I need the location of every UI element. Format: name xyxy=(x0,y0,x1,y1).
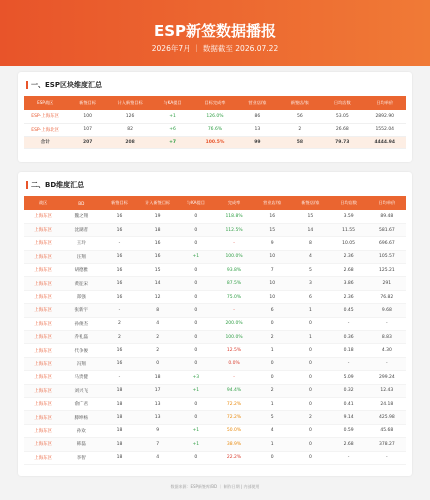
table-cell: 0 xyxy=(177,451,215,464)
table-cell: 207 xyxy=(66,136,108,148)
table-cell: 0.32 xyxy=(330,384,368,397)
table-cell: 李智 xyxy=(62,451,100,464)
table-cell: 1 xyxy=(253,438,291,451)
column-header: 日均单价 xyxy=(364,96,407,110)
column-header: 战区 xyxy=(24,196,62,210)
table-cell: 4 xyxy=(253,424,291,437)
column-header: 新签目标 xyxy=(100,196,138,210)
table-cell: 15 xyxy=(253,223,291,236)
table-cell: +1 xyxy=(177,250,215,263)
table-cell: 18 xyxy=(139,223,177,236)
column-header: 新签店/家 xyxy=(291,196,329,210)
table-cell: - xyxy=(215,304,253,317)
table-cell: 0 xyxy=(291,384,329,397)
table-cell: 0 xyxy=(253,357,291,370)
table-cell: 8.83 xyxy=(368,331,406,344)
table-cell: 2 xyxy=(100,331,138,344)
table-cell: 俞广君 xyxy=(62,397,100,410)
table-cell: 刘兴飞 xyxy=(62,384,100,397)
table-cell: 0 xyxy=(291,371,329,384)
table-cell: 15 xyxy=(139,264,177,277)
table-cell: 126.0% xyxy=(194,110,236,123)
table-cell: 乔礼磊 xyxy=(62,331,100,344)
table-cell: 75.0% xyxy=(215,290,253,303)
table-cell: 1 xyxy=(291,331,329,344)
table-cell: 16 xyxy=(139,250,177,263)
table-cell: 6 xyxy=(253,304,291,317)
table-row xyxy=(24,438,406,451)
table-cell: 2 xyxy=(279,123,321,136)
table-cell: 冯翔 xyxy=(62,357,100,370)
table-cell: - xyxy=(368,317,406,330)
table-cell: 16 xyxy=(139,237,177,250)
table-cell: 105.57 xyxy=(368,250,406,263)
column-header: ESP战区 xyxy=(24,96,66,110)
table-cell: +7 xyxy=(151,136,193,148)
table-cell: 5 xyxy=(253,411,291,424)
report-subtitle: 2026年7月 ｜ 数据截至 2026.07.22 xyxy=(151,44,279,53)
table-cell: 1552.04 xyxy=(364,123,407,136)
bd-summary-table xyxy=(24,196,406,465)
table-cell: 72.2% xyxy=(215,397,253,410)
table-cell: 2 xyxy=(253,331,291,344)
table-cell: 9 xyxy=(253,237,291,250)
column-header: 日均店数 xyxy=(321,96,363,110)
table-cell: 89.48 xyxy=(368,210,406,223)
table-cell: - xyxy=(330,317,368,330)
table-cell: 299.24 xyxy=(368,371,406,384)
table-header-row xyxy=(24,196,406,210)
table-cell: +1 xyxy=(177,424,215,437)
table-cell: 10 xyxy=(253,250,291,263)
table-cell: 0.59 xyxy=(330,424,368,437)
table-cell: 上海东区 xyxy=(24,438,62,451)
table-row xyxy=(24,411,406,424)
table-cell: 87.5% xyxy=(215,277,253,290)
table-cell: 19 xyxy=(139,210,177,223)
table-row xyxy=(24,210,406,223)
table-row xyxy=(24,237,406,250)
table-cell: +3 xyxy=(177,371,215,384)
table-cell: 126 xyxy=(109,110,151,123)
table-row xyxy=(24,371,406,384)
table-cell: 53.05 xyxy=(321,110,363,123)
table-cell: 上海东区 xyxy=(24,451,62,464)
table-cell: 16 xyxy=(100,223,138,236)
column-header: BD xyxy=(62,196,100,210)
table-cell: 22.2% xyxy=(215,451,253,464)
table-cell: - xyxy=(215,237,253,250)
table-cell: 4444.94 xyxy=(364,136,407,148)
table-cell: 0 xyxy=(177,397,215,410)
table-cell: 0 xyxy=(253,317,291,330)
table-cell: 56 xyxy=(279,110,321,123)
table-cell: - xyxy=(100,371,138,384)
table-cell: +1 xyxy=(151,110,193,123)
table-cell: 5 xyxy=(291,264,329,277)
table-cell: 291 xyxy=(368,277,406,290)
table-cell: 2.36 xyxy=(330,250,368,263)
table-cell: 2.68 xyxy=(330,264,368,277)
table-cell: 上海东区 xyxy=(24,424,62,437)
table-cell: 3 xyxy=(291,277,329,290)
table-cell: 0.18 xyxy=(330,344,368,357)
column-header: 完成率 xyxy=(215,196,253,210)
table-cell: 18 xyxy=(100,438,138,451)
table-cell: 2 xyxy=(100,317,138,330)
table-cell: 79.73 xyxy=(321,136,363,148)
table-cell: 10 xyxy=(253,290,291,303)
table-cell: 0 xyxy=(177,290,215,303)
table-cell: 8 xyxy=(291,237,329,250)
esp-summary-card xyxy=(18,72,412,162)
table-cell: 6 xyxy=(291,290,329,303)
bd-summary-card xyxy=(18,172,412,476)
table-row xyxy=(24,110,406,123)
table-cell: 100.0% xyxy=(215,331,253,344)
table-cell: 14 xyxy=(139,277,177,290)
table-row xyxy=(24,424,406,437)
table-cell: 11.55 xyxy=(330,223,368,236)
table-cell: 4 xyxy=(291,250,329,263)
table-cell: 38.9% xyxy=(215,438,253,451)
table-cell: 0 xyxy=(177,223,215,236)
table-cell: 0 xyxy=(291,344,329,357)
table-cell: 上海东区 xyxy=(24,290,62,303)
table-cell: 100.0% xyxy=(215,250,253,263)
table-cell: 张新宇 xyxy=(62,304,100,317)
table-cell: 上海东区 xyxy=(24,304,62,317)
table-cell: 0 xyxy=(291,424,329,437)
table-cell: 1 xyxy=(253,397,291,410)
table-cell: 0 xyxy=(177,357,215,370)
table-cell: 0.45 xyxy=(330,304,368,317)
table-cell: 2.68 xyxy=(330,438,368,451)
table-cell: 18 xyxy=(100,384,138,397)
table-cell: 0 xyxy=(177,210,215,223)
table-cell: 5.09 xyxy=(330,371,368,384)
table-cell: 上海东区 xyxy=(24,210,62,223)
table-cell: 马贵健 xyxy=(62,371,100,384)
column-header: 日均单价 xyxy=(368,196,406,210)
table-cell: 581.67 xyxy=(368,223,406,236)
table-cell: 15 xyxy=(291,210,329,223)
table-cell: 上海东区 xyxy=(24,277,62,290)
table-cell: 696.67 xyxy=(368,237,406,250)
table-row xyxy=(24,397,406,410)
table-row xyxy=(24,304,406,317)
table-cell: - xyxy=(215,371,253,384)
column-header: 新签店/家 xyxy=(279,96,321,110)
table-cell: - xyxy=(330,357,368,370)
table-cell: 0 xyxy=(253,371,291,384)
column-header: 营业店/家 xyxy=(253,196,291,210)
table-cell: 2 xyxy=(291,411,329,424)
table-cell: 425.98 xyxy=(368,411,406,424)
table-row xyxy=(24,123,406,136)
table-cell: 9 xyxy=(139,424,177,437)
table-cell: 12 xyxy=(139,290,177,303)
table-cell: 2.36 xyxy=(330,290,368,303)
table-cell: 0 xyxy=(291,438,329,451)
table-cell: 4 xyxy=(139,451,177,464)
table-cell: - xyxy=(100,237,138,250)
table-cell: 378.27 xyxy=(368,438,406,451)
bd-summary-title: 二、BD维度汇总 xyxy=(26,181,84,189)
table-cell: 上海东区 xyxy=(24,331,62,344)
table-cell: 0 xyxy=(291,317,329,330)
table-cell: 17 xyxy=(139,384,177,397)
table-cell: 18 xyxy=(100,424,138,437)
table-cell: 上海东区 xyxy=(24,357,62,370)
table-cell: 125.21 xyxy=(368,264,406,277)
table-row xyxy=(24,250,406,263)
table-cell: ESP-上海北区 xyxy=(24,123,66,136)
table-cell: 0 xyxy=(177,277,215,290)
table-row xyxy=(24,317,406,330)
table-cell: 100 xyxy=(66,110,108,123)
table-cell: 孙欢 xyxy=(62,424,100,437)
column-header: 目标完成率 xyxy=(194,96,236,110)
table-cell: 107 xyxy=(66,123,108,136)
column-header: 日均店数 xyxy=(330,196,368,210)
table-cell: 0 xyxy=(177,331,215,344)
table-cell: 76.6% xyxy=(194,123,236,136)
table-cell: 滕坤杨 xyxy=(62,411,100,424)
table-cell: 2892.90 xyxy=(364,110,407,123)
table-cell: 200.0% xyxy=(215,317,253,330)
table-header-row xyxy=(24,96,406,110)
table-cell: +1 xyxy=(177,438,215,451)
table-row xyxy=(24,451,406,464)
table-cell: 2 xyxy=(139,331,177,344)
table-cell: 0 xyxy=(177,304,215,317)
table-cell: 10 xyxy=(253,277,291,290)
total-row xyxy=(24,136,406,148)
table-row xyxy=(24,277,406,290)
table-cell: 18 xyxy=(139,371,177,384)
table-cell: +1 xyxy=(177,384,215,397)
table-row xyxy=(24,223,406,236)
table-cell: 208 xyxy=(109,136,151,148)
table-cell: 13 xyxy=(236,123,278,136)
table-cell: 魏之翔 xyxy=(62,210,100,223)
table-cell: 0 xyxy=(177,264,215,277)
table-cell: 13 xyxy=(139,411,177,424)
table-cell: 16 xyxy=(100,290,138,303)
table-cell: 上海东区 xyxy=(24,317,62,330)
table-cell: 99 xyxy=(236,136,278,148)
table-cell: 16 xyxy=(253,210,291,223)
table-cell: 胡德雅 xyxy=(62,264,100,277)
table-cell: 14 xyxy=(291,223,329,236)
table-cell: +6 xyxy=(151,123,193,136)
table-cell: 黄征宋 xyxy=(62,277,100,290)
table-cell: 12.5% xyxy=(215,344,253,357)
table-cell: 代争俊 xyxy=(62,344,100,357)
esp-summary-table xyxy=(24,96,406,149)
table-cell: 0.36 xyxy=(330,331,368,344)
table-cell: 16 xyxy=(100,357,138,370)
column-header: 新签目标 xyxy=(66,96,108,110)
column-header: 营业店/家 xyxy=(236,96,278,110)
table-cell: 16 xyxy=(100,250,138,263)
table-cell: 18 xyxy=(100,451,138,464)
table-cell: 1 xyxy=(291,304,329,317)
table-cell: 上海东区 xyxy=(24,397,62,410)
table-cell: 76.82 xyxy=(368,290,406,303)
table-cell: 合计 xyxy=(24,136,66,148)
table-cell: 3.86 xyxy=(330,277,368,290)
table-cell: 汪翔 xyxy=(62,250,100,263)
table-cell: 118.8% xyxy=(215,210,253,223)
table-cell: 26.68 xyxy=(321,123,363,136)
column-header: 计入新签目标 xyxy=(139,196,177,210)
table-cell: 上海东区 xyxy=(24,371,62,384)
table-cell: 18 xyxy=(100,411,138,424)
table-cell: 2 xyxy=(253,384,291,397)
table-cell: 58 xyxy=(279,136,321,148)
table-cell: 50.0% xyxy=(215,424,253,437)
table-cell: 8 xyxy=(139,304,177,317)
report-footer: 数据来源：ESP新签库/BD ｜ 制作日期 | 内部使用 xyxy=(170,484,260,489)
table-cell: 郑强 xyxy=(62,290,100,303)
table-cell: 0 xyxy=(177,411,215,424)
column-header: 与KA提目 xyxy=(177,196,215,210)
table-cell: 100.5% xyxy=(194,136,236,148)
table-cell: 0.41 xyxy=(330,397,368,410)
table-cell: 上海东区 xyxy=(24,223,62,236)
table-cell: 9.68 xyxy=(368,304,406,317)
table-cell: 上海东区 xyxy=(24,384,62,397)
table-cell: 0 xyxy=(177,317,215,330)
table-row xyxy=(24,331,406,344)
column-header: 计入新签目标 xyxy=(109,96,151,110)
table-cell: 0 xyxy=(253,451,291,464)
table-cell: 韩磊 xyxy=(62,438,100,451)
table-cell: 上海东区 xyxy=(24,237,62,250)
table-cell: 上海东区 xyxy=(24,264,62,277)
table-cell: - xyxy=(330,451,368,464)
table-cell: 12.43 xyxy=(368,384,406,397)
table-cell: ESP-上海东区 xyxy=(24,110,66,123)
table-cell: - xyxy=(368,451,406,464)
table-row xyxy=(24,290,406,303)
table-cell: 93.8% xyxy=(215,264,253,277)
table-cell: - xyxy=(368,357,406,370)
table-cell: 16 xyxy=(100,344,138,357)
table-cell: 上海东区 xyxy=(24,250,62,263)
report-title: ESP新签数据播报 xyxy=(153,22,277,40)
table-cell: 16 xyxy=(100,210,138,223)
column-header: 与KA提目 xyxy=(151,96,193,110)
table-cell: 0 xyxy=(177,344,215,357)
table-cell: 2 xyxy=(139,344,177,357)
table-cell: 0 xyxy=(291,397,329,410)
table-cell: 上海东区 xyxy=(24,411,62,424)
table-cell: 1 xyxy=(253,344,291,357)
table-row xyxy=(24,384,406,397)
table-cell: 16 xyxy=(100,264,138,277)
table-cell: 0 xyxy=(177,237,215,250)
table-cell: 孙俊杰 xyxy=(62,317,100,330)
table-row xyxy=(24,357,406,370)
table-cell: 0 xyxy=(291,357,329,370)
table-cell: 0 xyxy=(291,451,329,464)
table-cell: 45.68 xyxy=(368,424,406,437)
table-cell: 7 xyxy=(253,264,291,277)
report-header xyxy=(0,0,430,66)
table-cell: 王玲 xyxy=(62,237,100,250)
table-cell: 7 xyxy=(139,438,177,451)
table-cell: 112.5% xyxy=(215,223,253,236)
table-cell: 13 xyxy=(139,397,177,410)
table-cell: 10.05 xyxy=(330,237,368,250)
table-cell: 0 xyxy=(139,357,177,370)
table-cell: 24.18 xyxy=(368,397,406,410)
table-row xyxy=(24,344,406,357)
table-cell: 0.0% xyxy=(215,357,253,370)
table-cell: 上海东区 xyxy=(24,344,62,357)
table-cell: 86 xyxy=(236,110,278,123)
table-cell: 9.14 xyxy=(330,411,368,424)
table-cell: - xyxy=(100,304,138,317)
table-cell: 94.4% xyxy=(215,384,253,397)
table-cell: 18 xyxy=(100,397,138,410)
table-cell: 82 xyxy=(109,123,151,136)
table-cell: 4.30 xyxy=(368,344,406,357)
table-cell: 72.2% xyxy=(215,411,253,424)
table-cell: 4 xyxy=(139,317,177,330)
table-cell: 16 xyxy=(100,277,138,290)
table-cell: 3.59 xyxy=(330,210,368,223)
table-cell: 沈湖者 xyxy=(62,223,100,236)
table-row xyxy=(24,264,406,277)
esp-summary-title: 一、ESP区块维度汇总 xyxy=(26,81,102,89)
